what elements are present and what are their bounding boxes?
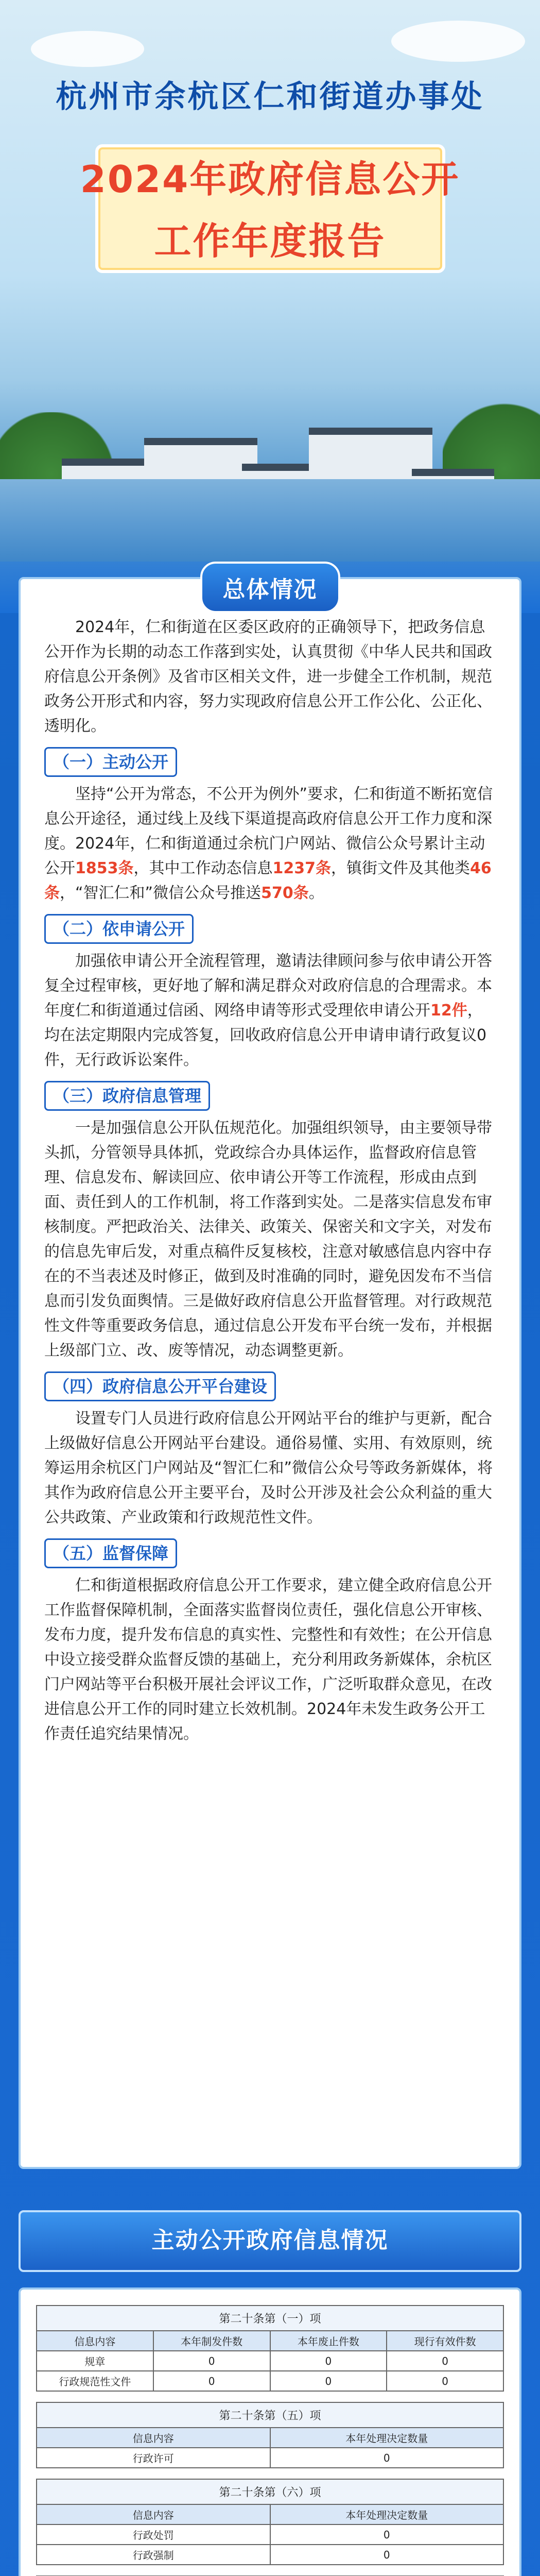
request-disclosure-text: 加强依申请公开全流程管理，邀请法律顾问参与依申请公开答复全过程审核，更好地了解和满足群众对政府信息的合理需求。本年度仁和街道通过信函、网络申请等形式受理依申请公开12件，均在法定期限内完成答复，回收政府信息公开申请申请行政复议0件，无行政诉讼案件。 [44,952,492,1069]
subsection-title: （五）监督保障 [44,1538,177,1568]
license-table: 信息内容 本年处理决定数量 行政许可 0 [36,2427,504,2468]
table-row: 行政强制 0 [37,2545,503,2565]
table-row: 行政规范性文件 0 0 0 [37,2371,503,2391]
table-row: 行政处罚 0 [37,2524,503,2545]
table-row: 行政许可 0 [37,2448,503,2468]
supervision-text: 仁和街道根据政府信息公开工作要求，建立健全政府信息公开工作监督保障机制，全面落实监督岗位责任，强化信息公开审核、发布力度，提升发布信息的真实性、完整性和有效性；在公开信息中设立接受群众监督反馈的基础上，充分利用政务新媒体，余杭区门户网站等平台积极开展社会评议工作，广泛听取群众意见，在改进信息公开工作的同时建立长效机制。2024年未发生政务公开工作责任追究结果情况。 [44,1577,492,1743]
org-name: 杭州市余杭区仁和街道办事处 [56,79,484,115]
section-heading: 总体情况 [200,562,340,613]
active-disclosure-section [19,2287,521,2576]
subsection-title: （四）政府信息公开平台建设 [44,1371,276,1401]
platform-text: 设置专门人员进行政府信息公开网站平台的维护与更新，配合上级做好信息公开网站平台建设。通俗易懂、实用、有效原则，统筹运用余杭区门户网站及“智汇仁和”微信公众号等政务新媒体，将其作为政府信息公开主要平台，及时公开涉及社会公众利益的重大公共政策、产业政策和行政规范性文件。 [44,1410,493,1527]
cloud-decoration [391,21,525,62]
table-caption: 第二十条第（五）项 [36,2402,504,2427]
overview-section [19,577,521,2169]
overview-intro: 2024年，仁和街道在区委区政府的正确领导下，把政务信息公开作为长期的动态工作落到实处，认真贯彻《中华人民共和国政府信息公开条例》及省市区相关文件，进一步健全工作机制，规范政务公开形式和内容，努力实现政府信息公开工作公化、公正化、透明化。 [44,618,492,735]
info-management-text: 一是加强信息公开队伍规范化。加强组织领导，由主要领导带头抓，分管领导具体抓，党政综合办具体运作，监督政府信息管理、信息发布、解读回应、依申请公开等工作流程，形成由点到面、责任到人的工作机制，将工作落到实处。二是落实信息发布审核制度。严把政治关、法律关、政策关、保密关和文字关，对发布的信息先审后发，对重点稿件反复核校，注意对敏感信息内容中存在的不当表述及时修正，做到及时准确的同时，避免因发布不当信息而引发负面舆情。三是做好政府信息公开监督管理。对行政规范性文件等重要政务信息，通过信息公开发布平台统一发布，并根据上级部门立、改、废等情况，动态调整更新。 [44,1119,492,1360]
table-caption: 第二十条第（六）项 [36,2479,504,2504]
section-heading: 主动公开政府信息情况 [19,2210,521,2272]
rules-table: 信息内容 本年制发件数 本年废止件数 现行有效件数 规章 0 0 0 行政规范性文件 0 0 0 [36,2330,504,2392]
active-tables [36,2305,504,2576]
overview-body [44,615,496,1750]
subsection-title: （三）政府信息管理 [44,1081,210,1111]
active-disclosure-text: 坚持“公开为常态，不公开为例外”要求，仁和街道不断拓宽信息公开途径，通过线上及线下渠道提高政府信息公开工作力度和深度。2024年，仁和街道通过余杭门户网站、微信公众号累计主动公开1853条，其中工作动态信息1237条，镇街文件及其他类46条，“智汇仁和”微信公众号推送570条。 [44,785,493,902]
subsection-title: （一）主动公开 [44,747,177,777]
report-title-line1: 2024年政府信息公开 [80,158,460,201]
cloud-decoration [31,31,144,67]
penalty-table: 信息内容 本年处理决定数量 行政处罚 0 行政强制 0 [36,2504,504,2565]
header-banner [0,0,540,613]
river [0,479,540,562]
table-caption: 第二十条第（一）项 [36,2305,504,2330]
report-title-line2: 工作年度报告 [154,219,386,263]
table-row: 规章 0 0 0 [37,2351,503,2371]
subsection-title: （二）依申请公开 [44,914,194,944]
